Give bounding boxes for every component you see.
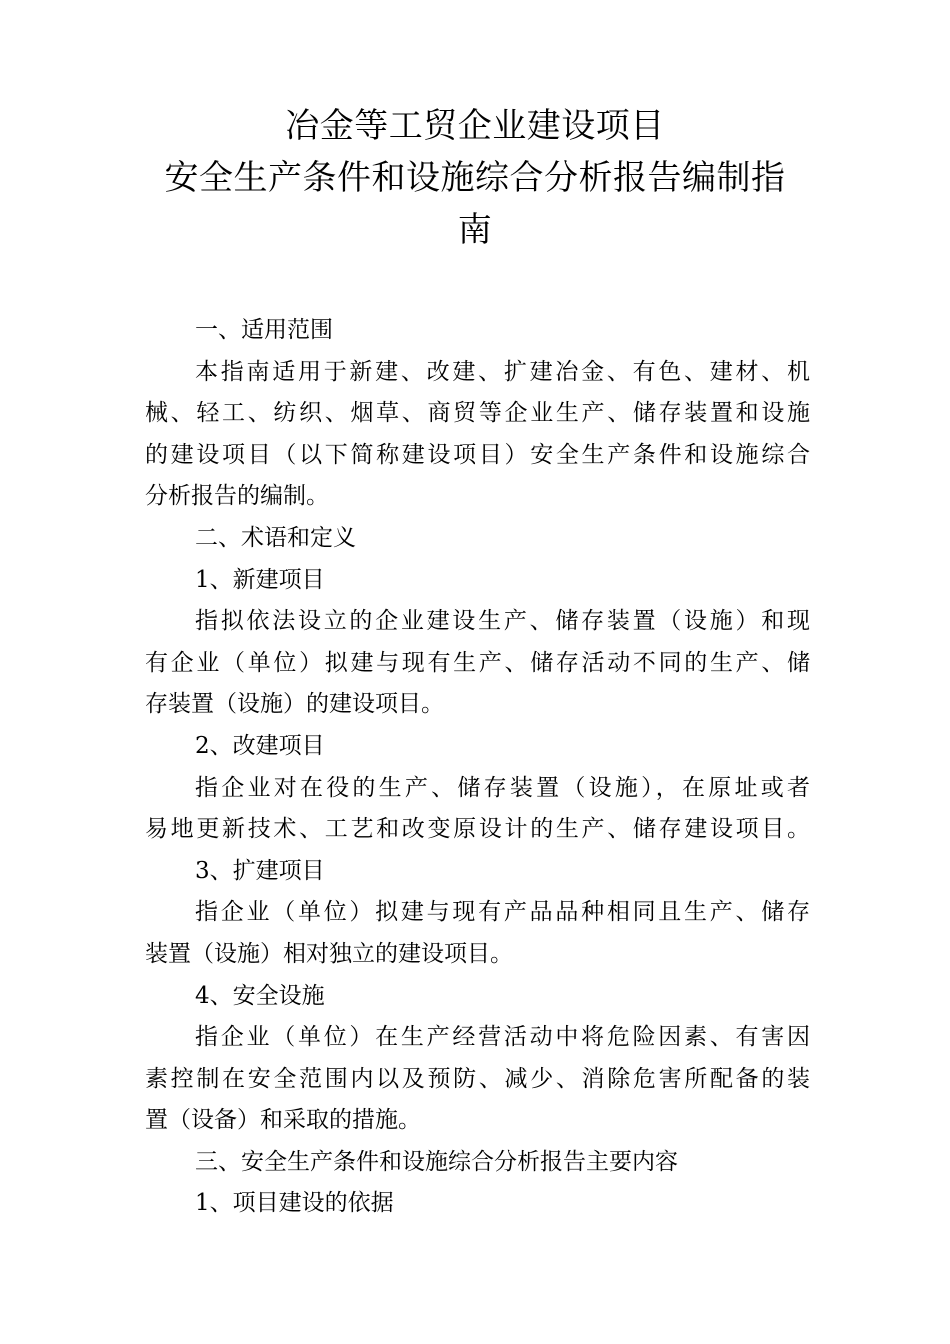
paragraph-line: 本指南适用于新建、改建、扩建冶金、有色、建材、机 [195,358,810,385]
paragraph-line: 指企业（单位）在生产经营活动中将危险因素、有害因 [195,1024,810,1051]
title-line-3: 南 [457,210,493,250]
paragraph-line: 指企业（单位）拟建与现有产品品种相同且生产、储存 [195,899,810,926]
paragraph-line: 二、术语和定义 [195,524,356,551]
document-title [140,100,810,256]
title-line-1: 冶金等工贸企业建设项目 [285,106,665,146]
paragraph-line: 有企业（单位）拟建与现有生产、储存活动不同的生产、储 [145,649,810,676]
paragraph-line: 指拟依法设立的企业建设生产、储存装置（设施）和现 [195,608,810,635]
paragraph-line: 3、扩建项目 [195,857,325,884]
paragraph-line: 4、安全设施 [195,982,325,1009]
paragraph-line: 一、适用范围 [195,317,333,343]
paragraph-line: 三、安全生产条件和设施综合分析报告主要内容 [195,1148,678,1175]
paragraph-line: 置（设备）和采取的措施。 [145,1107,421,1134]
paragraph-line: 的建设项目（以下简称建设项目）安全生产条件和设施综合 [145,441,810,468]
paragraph-line: 易地更新技术、工艺和改变原设计的生产、储存建设项目。 [145,816,810,843]
paragraph-line: 指企业对在役的生产、储存装置（设施），在原址或者 [195,774,810,801]
paragraph-line: 存装置（设施）的建设项目。 [145,691,444,718]
document-body [145,310,810,1225]
paragraph-line: 分析报告的编制。 [145,483,329,510]
paragraph-line: 1、项目建设的依据 [195,1190,394,1217]
paragraph-line: 械、轻工、纺织、烟草、商贸等企业生产、储存装置和设施 [145,400,810,427]
title-line-2: 安全生产条件和设施综合分析报告编制指 [164,158,786,198]
paragraph-line: 2、改建项目 [195,732,325,759]
paragraph-line: 素控制在安全范围内以及预防、减少、消除危害所配备的装 [145,1065,810,1092]
paragraph-line: 装置（设施）相对独立的建设项目。 [145,940,513,967]
paragraph-line: 1、新建项目 [195,566,325,593]
